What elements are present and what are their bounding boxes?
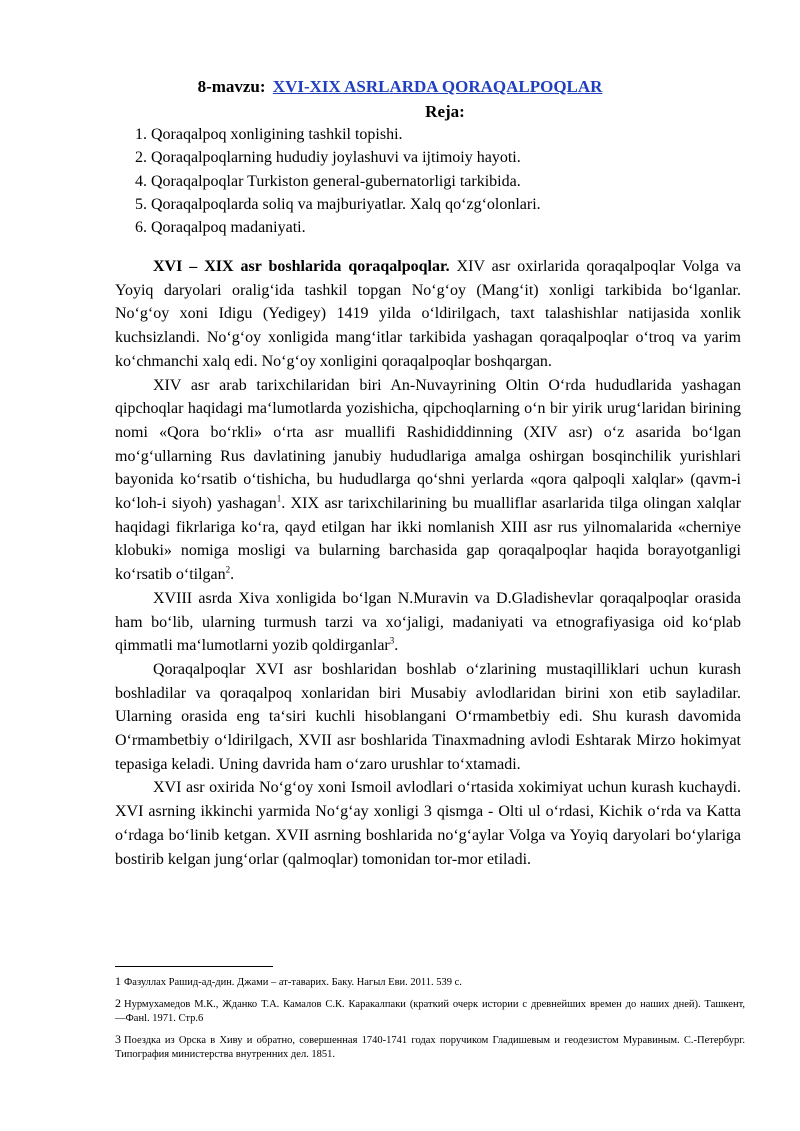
paragraph-text: . bbox=[394, 637, 399, 655]
footnote bbox=[115, 1032, 745, 1062]
paragraph-text: XIV asr arab tarixchilaridan biri An-Nuvayrining Oltin O‘rda hududlarida yashagan qipchoqlar haqidagi ma‘lumotlarda yozishicha, qipchoqlarning o‘n bir yirik urug‘laridan birining nomi «Qora bo‘rkli» o‘rta asr muallifi Rashididdinning (XIV asr) o‘z asarida bo‘lgan mo‘g‘ullarning Rus davlatining janubiy hududlariga amalga oshirgan bosqinchilik yurishlari bayonida ko‘rsatib o‘tishicha, bu hududlarga qo‘shni yerlarda «qora qalpoqli xalqlar» (qavm-i ko‘loh-i siyoh) yashagan bbox=[115, 376, 741, 513]
plan-item: 2. Qoraqalpoqlarning hududiy joylashuvi va ijtimoiy hayoti. bbox=[135, 149, 521, 167]
paragraph-text: XIV asr oxirlarida qoraqalpoqlar Volga va Yoyiq daryolari oralig‘ida tashkil topgan No‘g‘oy (Mang‘it) xonligi tarkibida bo‘lganlar. No‘g‘oy xoni Idigu (Yedigey) 1419 yilda o‘ldirilgach, taxt talashishlar natijasida xonlik kuchsizlandi. No‘g‘oy xonligida mang‘itlar tarkibida yashagan qoraqalpoqlar o‘troq va yarim ko‘chmanchi xalq edi. No‘g‘oy xonligini qoraqalpoqlar boshqargan. bbox=[115, 258, 742, 370]
paragraph bbox=[115, 255, 741, 374]
footnote-text: Нурмухамедов М.К., Жданко Т.А. Камалов С.К. Каракалпаки (краткий очерк истории с древнейших времен до наших дней). Ташкент, ―Фанl. 1971. Стр.6 bbox=[115, 999, 745, 1024]
footnote bbox=[115, 974, 745, 990]
footnote-number: 1 bbox=[115, 974, 121, 988]
paragraph bbox=[115, 587, 741, 658]
footnote bbox=[115, 996, 745, 1026]
footnote-number: 3 bbox=[115, 1032, 121, 1046]
paragraph-text: . XIX asr tarixchilarining bu mualliflar asarlarida tilga olingan xalqlar haqidagi fikrlariga ko‘ra, qayd etilgan har ikki nomlanish XIII asr rus yilnomalarida «cherniye klobuki» nomiga mosligi va bularning barchasida gap qoraqalpoqlar haqida borayotganligi ko‘rsatib o‘tilgan bbox=[115, 495, 742, 584]
paragraph-text: XVIII asrda Xiva xonligida bo‘lgan N.Muravin va D.Gladishevlar qoraqalpoqlar orasida ham bo‘lib, ularning turmush tarzi va xo‘jaligi, madaniyati va etnografiyasiga oid ko‘plab qimmatli ma‘lumotlarni yozib qoldirganlar bbox=[115, 589, 741, 655]
footnote-number: 2 bbox=[115, 996, 121, 1010]
footnote-text: Поездка из Орска в Хиву и обратно, совершенная 1740-1741 годах поручиком Гладишевым и геодезистом Муравиным. С.-Петербург. Типография министерства внутренних дел. 1851. bbox=[115, 1035, 745, 1060]
plan-item: 6. Qoraqalpoq madaniyati. bbox=[135, 219, 306, 237]
paragraph: XVI asr oxirida No‘g‘oy xoni Ismoil avlodlari o‘rtasida xokimiyat uchun kurash kuchaydi. XVI asrning ikkinchi yarmida No‘g‘ay xonligi 3 qismga - Olti ul o‘rdasi, Kichik o‘rda va Katta o‘rdaga bo‘linib ketgan. XVII asrning boshlarida no‘g‘aylar Volga va Yoyiq daryolari bo‘ylariga bostirib kelgan jung‘orlar (qalmoqlar) tomonidan tor-mor etiladi. bbox=[115, 779, 741, 868]
footnote-ref[interactable]: 3 bbox=[389, 635, 395, 646]
plan-item: 1. Qoraqalpoq xonligining tashkil topishi. bbox=[135, 126, 403, 143]
paragraph bbox=[115, 374, 741, 587]
paragraph: Qoraqalpoqlar XVI asr boshlaridan boshlab o‘zlarining mustaqilliklari uchun kurash boshladilar va qoraqalpoq xonlaridan biri Musabiy avlodlaridan birini xon etib sayladilar. Ularning orasida eng ta‘siri kuchli hisoblangani O‘rmambetbiy edi. Shu kurash davomida O‘rmambetbiy o‘ldirilgach, XVII asr boshlarida Tinaxmadning avlodi Eshtarak Mirzo hokimyat tepasiga keladi. Uning davrida ham o‘zaro urushlar to‘xtamadi. bbox=[115, 660, 741, 773]
body-text bbox=[115, 255, 741, 871]
page-title bbox=[0, 76, 800, 98]
plan-heading: Reja: bbox=[425, 102, 465, 121]
footnote-separator bbox=[115, 966, 273, 967]
footnote-text: Фазуллах Рашид-ад-дин. Джами – ат-таварих. Баку. Нагыл Еви. 2011. 539 с. bbox=[124, 977, 462, 988]
topic-title-link[interactable]: XVI-XIX ASRLARDA QORAQALPOQLAR bbox=[272, 77, 603, 96]
paragraph-text: . bbox=[230, 566, 235, 584]
footnote-ref[interactable]: 2 bbox=[225, 564, 231, 575]
plan-item: 5. Qoraqalpoqlarda soliq va majburiyatlar. Xalq qo‘zg‘olonlari. bbox=[135, 195, 541, 213]
footnotes bbox=[115, 974, 745, 1068]
plan-list bbox=[135, 123, 541, 239]
plan-item: 4. Qoraqalpoqlar Turkiston general-gubernatorligi tarkibida. bbox=[135, 172, 521, 190]
footnote-ref[interactable]: 1 bbox=[276, 493, 282, 504]
topic-label: 8-mavzu: bbox=[197, 77, 266, 96]
section-heading: XVI – XIX asr boshlarida qoraqalpoqlar. bbox=[153, 258, 450, 275]
